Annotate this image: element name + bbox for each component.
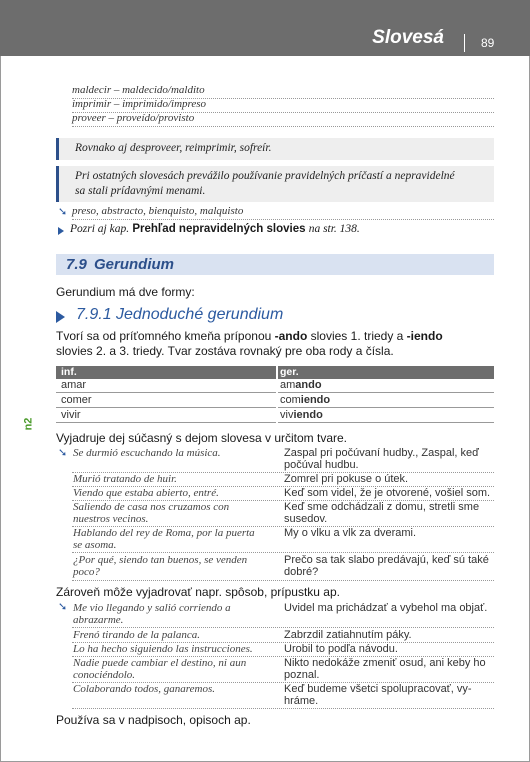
cross-reference[interactable]	[70, 223, 360, 235]
table-cell-ger: amando	[278, 379, 494, 393]
example-spanish: ¿Por qué, siendo tan buenos, se venden poco?	[73, 554, 248, 578]
side-level-label: n2	[22, 417, 35, 431]
note-text-line: sa stali prídavnými menami.	[75, 185, 206, 197]
section-number: 7.9	[66, 256, 87, 273]
intro-text: Gerundium má dve formy:	[56, 285, 195, 299]
reference-prefix: Pozri aj kap.	[70, 223, 130, 235]
page-number: 89	[481, 36, 495, 50]
page-header	[0, 0, 530, 56]
example-slovak: Zomrel pri pokuse o útek.	[284, 473, 409, 485]
verb-form-line: imprimir – imprimido/impreso	[72, 98, 207, 110]
table-header-inf: inf.	[56, 366, 276, 379]
section-title: Gerundium	[94, 256, 175, 273]
example-spanish: Lo ha hecho siguiendo las instrucciones.	[73, 643, 253, 655]
note-box	[56, 138, 494, 160]
example-spanish: Saliendo de casa nos cruzamos con nuestros vecinos.	[73, 501, 230, 525]
reference-suffix: na str. 138.	[308, 223, 360, 235]
table-cell-inf: amar	[56, 379, 276, 393]
divider	[72, 552, 494, 553]
usage-heading: Zároveň môže vyjadrovať napr. spôsob, prípustku ap.	[56, 585, 340, 599]
divider	[72, 708, 494, 709]
divider	[72, 627, 494, 628]
example-slovak: Zaspal pri počúvaní hudby., Zaspal, keď počúval hudbu.	[284, 447, 479, 471]
example-spanish: Murió tratando de huir.	[73, 473, 177, 485]
verb-form-line: proveer – proveído/provisto	[72, 112, 195, 124]
note-text: Rovnako aj desproveer, reimprimir, sofreír.	[75, 142, 272, 154]
subsection-title: 7.9.1 Jednoduché gerundium	[76, 306, 284, 323]
description-line: Tvorí sa od príťomného kmeňa príponou -ando slovies 1. triedy a -iendo	[56, 329, 443, 343]
table-cell-ger: viviendo	[278, 409, 494, 423]
section-heading-bar	[56, 254, 494, 275]
arrow-down-right-icon: ➘	[58, 206, 68, 218]
example-slovak: Nikto nedokáže zmeniť osud, ani keby ho poznal.	[284, 657, 486, 681]
table-cell-inf: vivir	[56, 409, 276, 423]
example-slovak: Keď sme odchádzali z domu, stretli sme susedov.	[284, 501, 480, 525]
divider	[72, 219, 494, 220]
example-spanish: Colaborando todos, ganaremos.	[73, 683, 215, 695]
closing-text: Používa sa v nadpisoch, opisoch ap.	[56, 713, 251, 727]
usage-heading: Vyjadruje dej súčasný s dejom slovesa v určitom tvare.	[56, 431, 348, 445]
arrow-down-right-icon: ➘	[58, 601, 68, 613]
divider	[72, 126, 494, 127]
arrow-down-right-icon: ➘	[58, 447, 68, 459]
divider	[72, 580, 494, 581]
example-slovak: Urobil to podľa návodu.	[284, 643, 398, 655]
table-header-ger: ger.	[278, 366, 494, 379]
table-cell-ger: comiendo	[278, 394, 494, 408]
example-spanish: Nadie puede cambiar el destino, ni aun conociéndolo.	[73, 657, 247, 681]
example-spanish: Frenó tirando de la palanca.	[73, 629, 200, 641]
example-spanish: Me vio llegando y salió corriendo a abrazarme.	[73, 602, 231, 626]
example-slovak: Keď budeme všetci spolupracovať, vy- hráme.	[284, 683, 472, 707]
triangle-right-icon	[58, 227, 64, 235]
example-spanish: Viendo que estaba abierto, entré.	[73, 487, 219, 499]
note-text-line: Pri ostatných slovesách prevážilo používanie pravidelných príčastí a nepravidelné	[75, 170, 455, 182]
verb-form-line: maldecir – maldecido/maldito	[72, 84, 205, 96]
example-slovak: Prečo sa tak slabo predávajú, keď sú také dobré?	[284, 554, 489, 578]
example-spanish: Hablando del rey de Roma, por la puerta se asoma.	[73, 527, 255, 551]
description-line: slovies 2. a 3. triedy. Tvar zostáva rovnaký pre oba rody a čísla.	[56, 344, 394, 358]
note-box	[56, 166, 494, 202]
reference-title: Prehľad nepravidelných slovies	[132, 223, 306, 235]
example-slovak: My o vlku a vlk za dverami.	[284, 527, 417, 539]
example-slovak: Uvidel ma prichádzať a vybehol ma objať.	[284, 602, 488, 614]
example-spanish: Se durmió escuchando la música.	[73, 447, 221, 459]
example-slovak: Keď som videl, že je otvorené, vošiel som.	[284, 487, 491, 499]
example-line: preso, abstracto, bienquisto, malquisto	[72, 205, 244, 217]
chapter-title: Slovesá	[372, 27, 444, 48]
header-separator	[464, 34, 465, 52]
table-cell-inf: comer	[56, 394, 276, 408]
triangle-right-icon	[56, 311, 65, 323]
example-slovak: Zabrzdil zatiahnutím páky.	[284, 629, 412, 641]
